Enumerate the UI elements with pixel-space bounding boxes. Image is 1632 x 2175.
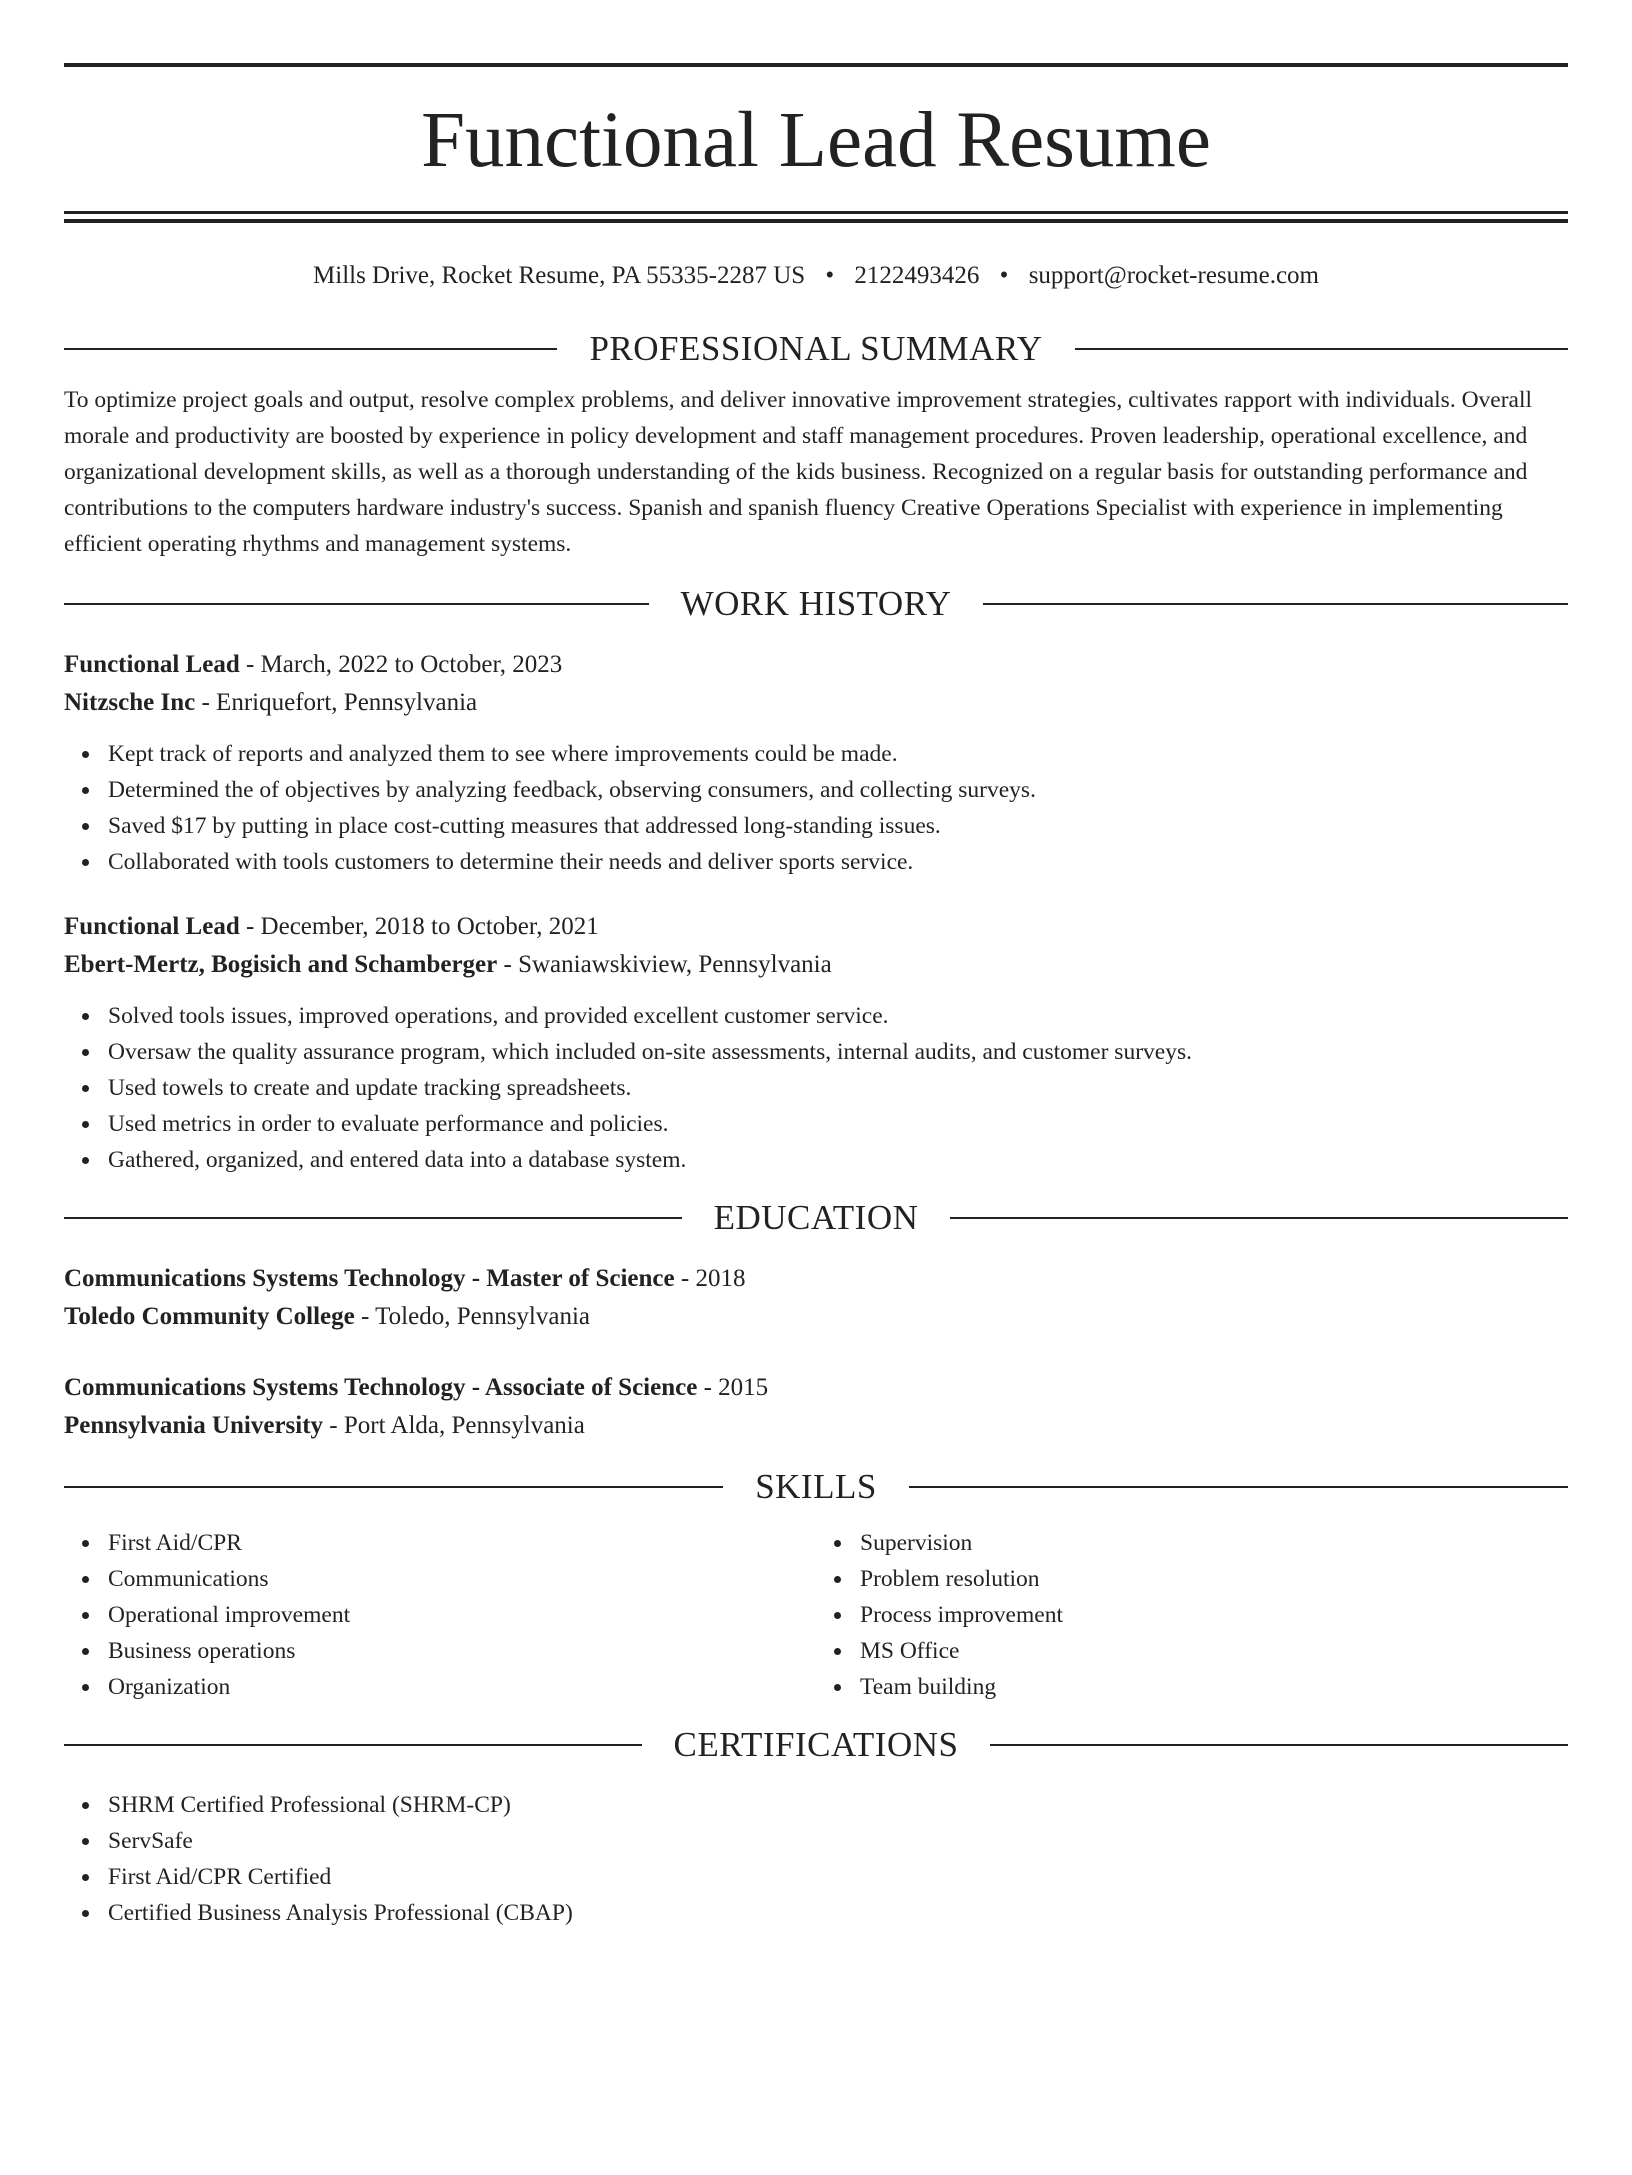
job-location: - Swaniawskiview, Pennsylvania [497,951,832,978]
school-location: - Port Alda, Pennsylvania [323,1412,585,1439]
resume-page [0,63,1632,2175]
section-title: WORK HISTORY [680,584,952,623]
list-item: SHRM Certified Professional (SHRM-CP) [108,1787,1568,1823]
heading-rule [983,603,1568,605]
heading-rule [64,1744,642,1746]
education-entry [64,1260,1568,1336]
list-item: First Aid/CPR [108,1525,816,1561]
list-item: Oversaw the quality assurance program, which included on-site assessments, internal audits, and customer surveys. [108,1034,1568,1070]
job-bullets [64,736,1568,880]
degree-line [64,1369,1568,1407]
heading-rule [64,603,649,605]
job-dates: - December, 2018 to October, 2021 [239,913,599,940]
list-item: Team building [860,1669,1568,1705]
school-line [64,1407,1568,1445]
school-name: Toledo Community College [64,1303,355,1330]
school-name: Pennsylvania University [64,1412,324,1439]
section-title: PROFESSIONAL SUMMARY [589,329,1043,368]
education-entry [64,1369,1568,1445]
contact-separator: • [825,262,835,289]
job-title-line [64,908,1568,946]
degree-name: Communications Systems Technology - Master of Science [64,1265,675,1292]
list-item: Supervision [860,1525,1568,1561]
contact-line [64,261,1568,291]
contact-phone: 2122493426 [854,262,980,289]
heading-rule [64,1486,723,1488]
job-dates: - March, 2022 to October, 2023 [239,651,563,678]
section-heading-summary [64,329,1568,369]
school-line [64,1298,1568,1336]
list-item: Determined the of objectives by analyzing feedback, observing consumers, and collecting surveys. [108,772,1568,808]
list-item: Used towels to create and update tracking spreadsheets. [108,1070,1568,1106]
job-entry [64,908,1568,1178]
degree-name: Communications Systems Technology - Associate of Science [64,1374,698,1401]
heading-rule [64,1217,682,1219]
job-title: Functional Lead [64,913,240,940]
list-item: Saved $17 by putting in place cost-cutting measures that addressed long-standing issues. [108,808,1568,844]
section-heading-work [64,584,1568,624]
top-rule [64,63,1568,67]
job-location: - Enriquefort, Pennsylvania [195,689,478,716]
certifications-list [64,1787,1568,1931]
section-heading-skills [64,1467,1568,1507]
list-item: Used metrics in order to evaluate performance and policies. [108,1106,1568,1142]
list-item: Certified Business Analysis Professional (CBAP) [108,1895,1568,1931]
title-double-rule [64,211,1568,223]
skills-list-left [64,1525,816,1705]
heading-rule [1075,348,1568,350]
list-item: Operational improvement [108,1597,816,1633]
summary-text: To optimize project goals and output, resolve complex problems, and deliver innovative improvement strategies, cultivates rapport with individuals. Overall morale and productivity are boosted by experience in policy development and staff management procedures. Proven leadership, operational excellence, and organizational development skills, as well as a thorough understanding of the kids business. Recognized on a regular basis for outstanding performance and contributions to the computers hardware industry's success. Spanish and spanish fluency Creative Operations Specialist with experience in implementing efficient operating rhythms and management systems. [64,387,1533,557]
contact-separator: • [999,262,1009,289]
heading-rule [64,348,557,350]
job-bullets [64,998,1568,1178]
section-title: CERTIFICATIONS [673,1725,959,1764]
heading-rule [990,1744,1568,1746]
list-item: ServSafe [108,1823,1568,1859]
list-item: Kept track of reports and analyzed them to see where improvements could be made. [108,736,1568,772]
list-item: Gathered, organized, and entered data into a database system. [108,1142,1568,1178]
skills-columns [64,1525,1568,1705]
job-company-line [64,684,1568,722]
job-title-line [64,646,1568,684]
section-heading-education [64,1198,1568,1238]
list-item: Problem resolution [860,1561,1568,1597]
job-company: Ebert-Mertz, Bogisich and Schamberger [64,951,498,978]
resume-title: Functional Lead Resume [421,97,1211,184]
job-company: Nitzsche Inc [64,689,196,716]
heading-rule [950,1217,1568,1219]
list-item: MS Office [860,1633,1568,1669]
list-item: First Aid/CPR Certified [108,1859,1568,1895]
list-item: Collaborated with tools customers to determine their needs and deliver sports service. [108,844,1568,880]
skills-list-right [816,1525,1568,1705]
list-item: Communications [108,1561,816,1597]
school-location: - Toledo, Pennsylvania [354,1303,591,1330]
degree-line [64,1260,1568,1298]
job-company-line [64,946,1568,984]
job-entry [64,646,1568,880]
contact-address: Mills Drive, Rocket Resume, PA 55335-2287 US [313,262,806,289]
section-heading-certifications [64,1725,1568,1765]
degree-year: - 2015 [697,1374,769,1401]
section-title: SKILLS [755,1467,877,1506]
section-title: EDUCATION [713,1198,919,1237]
contact-email[interactable]: support@rocket-resume.com [1028,262,1319,289]
heading-rule [909,1486,1568,1488]
job-title: Functional Lead [64,651,240,678]
degree-year: - 2018 [674,1265,746,1292]
list-item: Solved tools issues, improved operations, and provided excellent customer service. [108,998,1568,1034]
list-item: Business operations [108,1633,816,1669]
list-item: Organization [108,1669,816,1705]
list-item: Process improvement [860,1597,1568,1633]
